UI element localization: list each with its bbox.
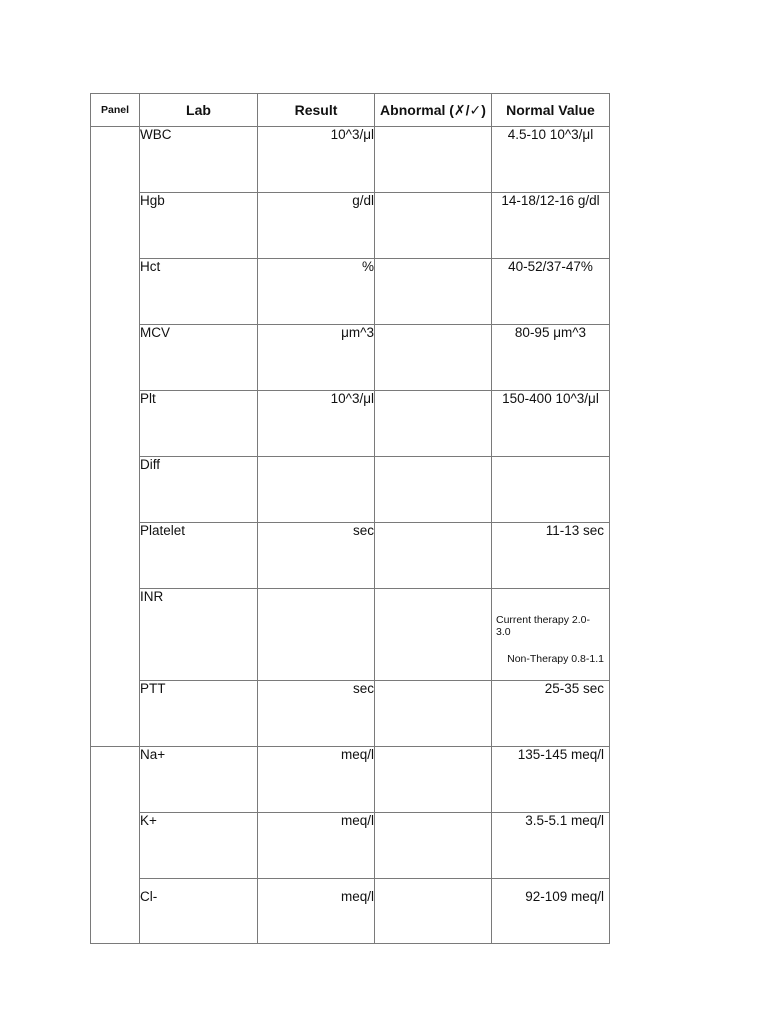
normal-value: 92-109 meq/l: [492, 879, 610, 944]
table-row: [91, 813, 610, 879]
normal-value: 3.5-5.1 meq/l: [492, 813, 610, 879]
table-row: [91, 457, 610, 523]
abnormal-cell[interactable]: [375, 681, 492, 747]
normal-value: 14-18/12-16 g/dl: [492, 193, 610, 259]
table-row: [91, 127, 610, 193]
result-cell[interactable]: [258, 589, 375, 681]
result-cell[interactable]: %: [258, 259, 375, 325]
abnormal-cell[interactable]: [375, 523, 492, 589]
lab-name: WBC: [140, 127, 258, 193]
header-panel: Panel: [91, 94, 140, 127]
lab-name: INR: [140, 589, 258, 681]
normal-value: 40-52/37-47%: [492, 259, 610, 325]
abnormal-cell[interactable]: [375, 391, 492, 457]
lab-name: Plt: [140, 391, 258, 457]
lab-name: PTT: [140, 681, 258, 747]
lab-name: Hgb: [140, 193, 258, 259]
result-cell[interactable]: sec: [258, 681, 375, 747]
result-cell[interactable]: meq/l: [258, 813, 375, 879]
abnormal-cell[interactable]: [375, 457, 492, 523]
result-cell[interactable]: μm^3: [258, 325, 375, 391]
normal-value: 4.5-10 10^3/μl: [492, 127, 610, 193]
lab-name: Diff: [140, 457, 258, 523]
abnormal-cell[interactable]: [375, 259, 492, 325]
abnormal-cell[interactable]: [375, 589, 492, 681]
table-row: [91, 391, 610, 457]
result-cell[interactable]: meq/l: [258, 747, 375, 813]
table-row: [91, 879, 610, 944]
header-row: [91, 94, 610, 127]
header-result: Result: [258, 94, 375, 127]
abnormal-cell[interactable]: [375, 879, 492, 944]
result-cell[interactable]: g/dl: [258, 193, 375, 259]
abnormal-cell[interactable]: [375, 127, 492, 193]
normal-value: 135-145 meq/l: [492, 747, 610, 813]
table-row: [91, 259, 610, 325]
header-normal-value: Normal Value: [492, 94, 610, 127]
normal-value: [492, 589, 610, 681]
normal-value: 11-13 sec: [492, 523, 610, 589]
normal-value: 80-95 μm^3: [492, 325, 610, 391]
lab-name: Platelet: [140, 523, 258, 589]
table-row: [91, 589, 610, 681]
lab-name: MCV: [140, 325, 258, 391]
table-row: [91, 747, 610, 813]
table-row: [91, 523, 610, 589]
abnormal-cell[interactable]: [375, 325, 492, 391]
inr-non-therapy-range: Non-Therapy 0.8-1.1: [507, 653, 604, 665]
normal-value: [492, 457, 610, 523]
table-row: [91, 325, 610, 391]
result-cell[interactable]: 10^3/μl: [258, 127, 375, 193]
normal-value: 25-35 sec: [492, 681, 610, 747]
result-cell[interactable]: sec: [258, 523, 375, 589]
header-lab: Lab: [140, 94, 258, 127]
normal-value: 150-400 10^3/μl: [492, 391, 610, 457]
table-row: [91, 193, 610, 259]
abnormal-cell[interactable]: [375, 193, 492, 259]
inr-therapy-range: Current therapy 2.0-3.0: [496, 614, 590, 638]
table-row: [91, 681, 610, 747]
header-abnormal: Abnormal (✗/✓): [375, 94, 492, 127]
result-cell[interactable]: [258, 457, 375, 523]
result-cell[interactable]: 10^3/μl: [258, 391, 375, 457]
lab-name: Na+: [140, 747, 258, 813]
abnormal-cell[interactable]: [375, 813, 492, 879]
lab-results-table: [90, 93, 610, 944]
panel-cell-cbc-coag: [91, 127, 140, 747]
lab-name: K+: [140, 813, 258, 879]
lab-name: Hct: [140, 259, 258, 325]
abnormal-cell[interactable]: [375, 747, 492, 813]
panel-cell-electrolytes: [91, 747, 140, 944]
lab-name: Cl-: [140, 879, 258, 944]
result-cell[interactable]: meq/l: [258, 879, 375, 944]
